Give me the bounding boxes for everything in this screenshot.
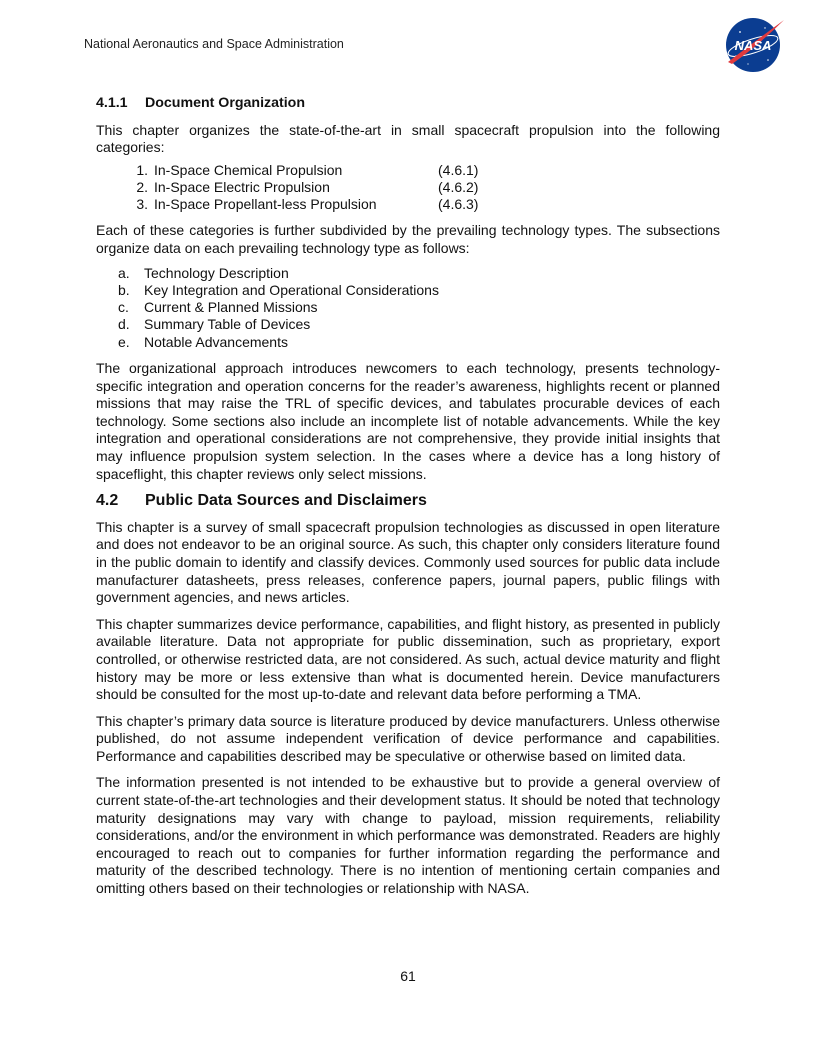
page-content	[96, 95, 720, 907]
section-reference: (4.6.2)	[438, 178, 479, 195]
list-marker: b.	[118, 281, 130, 298]
body-paragraph: This chapter’s primary data source is literature produced by device manufacturers. Unless otherwise published, do not assume independent verification of device performance and capabilities. Performance and capabilities described may be speculative or otherwise based on limited data.	[96, 712, 720, 764]
list-item-label: In-Space Chemical Propulsion	[154, 161, 343, 178]
category-list	[96, 162, 720, 214]
body-paragraph: The information presented is not intended to be exhaustive but to provide a general overview of current state-of-the-art technologies and their development status. It should be noted that technology maturity designations may vary with change to payload, mission requirements, reliability considerations, and/or the environment in which performance was demonstrated. Readers are highly encouraged to reach out to companies for further information regarding the performance and maturity of the described technology. There is no intention of mentioning certain companies and omitting others based on their technologies or relationship with NASA.	[96, 774, 720, 897]
list-item	[96, 299, 720, 316]
list-marker: d.	[118, 316, 130, 333]
nasa-logo-text: NASA	[734, 38, 772, 53]
section-heading-4-2	[96, 492, 720, 510]
list-item	[96, 265, 720, 282]
section-reference: (4.6.1)	[438, 161, 479, 178]
list-marker: 1.	[136, 161, 148, 178]
list-item	[96, 162, 720, 179]
subdivision-paragraph: Each of these categories is further subdivided by the prevailing technology types. The subsections organize data on each prevailing technology type as follows:	[96, 222, 720, 256]
list-item-label: Summary Table of Devices	[144, 316, 311, 333]
list-item-label: Technology Description	[144, 264, 289, 281]
approach-paragraph: The organizational approach introduces newcomers to each technology, presents technology-specific integration and operation concerns for the reader’s awareness, highlights recent or planned missions that may raise the TRL of specific devices, and tabulates procurable devices of each technology. Some sections also include an incomplete list of notable advancements. While the key integration and operational considerations are not comprehensive, they provide initial insights that may influence propulsion system selection. In the cases where a device has a long history of spaceflight, this chapter reviews only select missions.	[96, 360, 720, 482]
list-item-label: In-Space Electric Propulsion	[154, 178, 330, 195]
section-heading-4-1-1	[96, 95, 720, 113]
nasa-logo	[720, 16, 786, 74]
organization-intro-paragraph: This chapter organizes the state-of-the-art in small spacecraft propulsion into the following categories:	[96, 121, 720, 156]
section-title: Public Data Sources and Disclaimers	[145, 492, 427, 510]
list-marker: c.	[118, 299, 129, 316]
agency-header: National Aeronautics and Space Administration	[84, 37, 344, 51]
body-paragraph: This chapter summarizes device performance, capabilities, and flight history, as presented in publicly available literature. Data not appropriate for public dissemination, such as proprietary, export controlled, or otherwise restricted data, are not considered. As such, actual device maturity and flight history may be more or less extensive than what is documented herein. Device manufacturers should be consulted for the most up-to-date and relevant data before performing a TMA.	[96, 615, 720, 703]
list-item	[96, 179, 720, 196]
list-marker: e.	[118, 333, 130, 350]
subsection-list	[96, 265, 720, 351]
section-reference: (4.6.3)	[438, 196, 479, 213]
list-item	[96, 334, 720, 351]
list-item-label: Key Integration and Operational Considerations	[144, 281, 439, 298]
section-title: Document Organization	[145, 95, 306, 111]
section-number: 4.1.1	[96, 95, 128, 111]
list-item	[96, 196, 720, 213]
list-marker: 2.	[136, 178, 148, 195]
list-item	[96, 316, 720, 333]
list-item	[96, 282, 720, 299]
page-number: 61	[400, 968, 416, 984]
section-number: 4.2	[96, 492, 119, 510]
body-paragraph: This chapter is a survey of small spacecraft propulsion technologies as discussed in open literature and does not endeavor to be an original source. As such, this chapter only considers literature found in the public domain to identify and classify devices. Commonly used sources for public data include manufacturer datasheets, press releases, conference papers, journal papers, public filings with government agencies, and news articles.	[96, 518, 720, 606]
list-item-label: Current & Planned Missions	[144, 299, 318, 316]
list-marker: 3.	[136, 196, 148, 213]
list-marker: a.	[118, 264, 130, 281]
list-item-label: Notable Advancements	[144, 333, 288, 350]
list-item-label: In-Space Propellant-less Propulsion	[154, 196, 377, 213]
